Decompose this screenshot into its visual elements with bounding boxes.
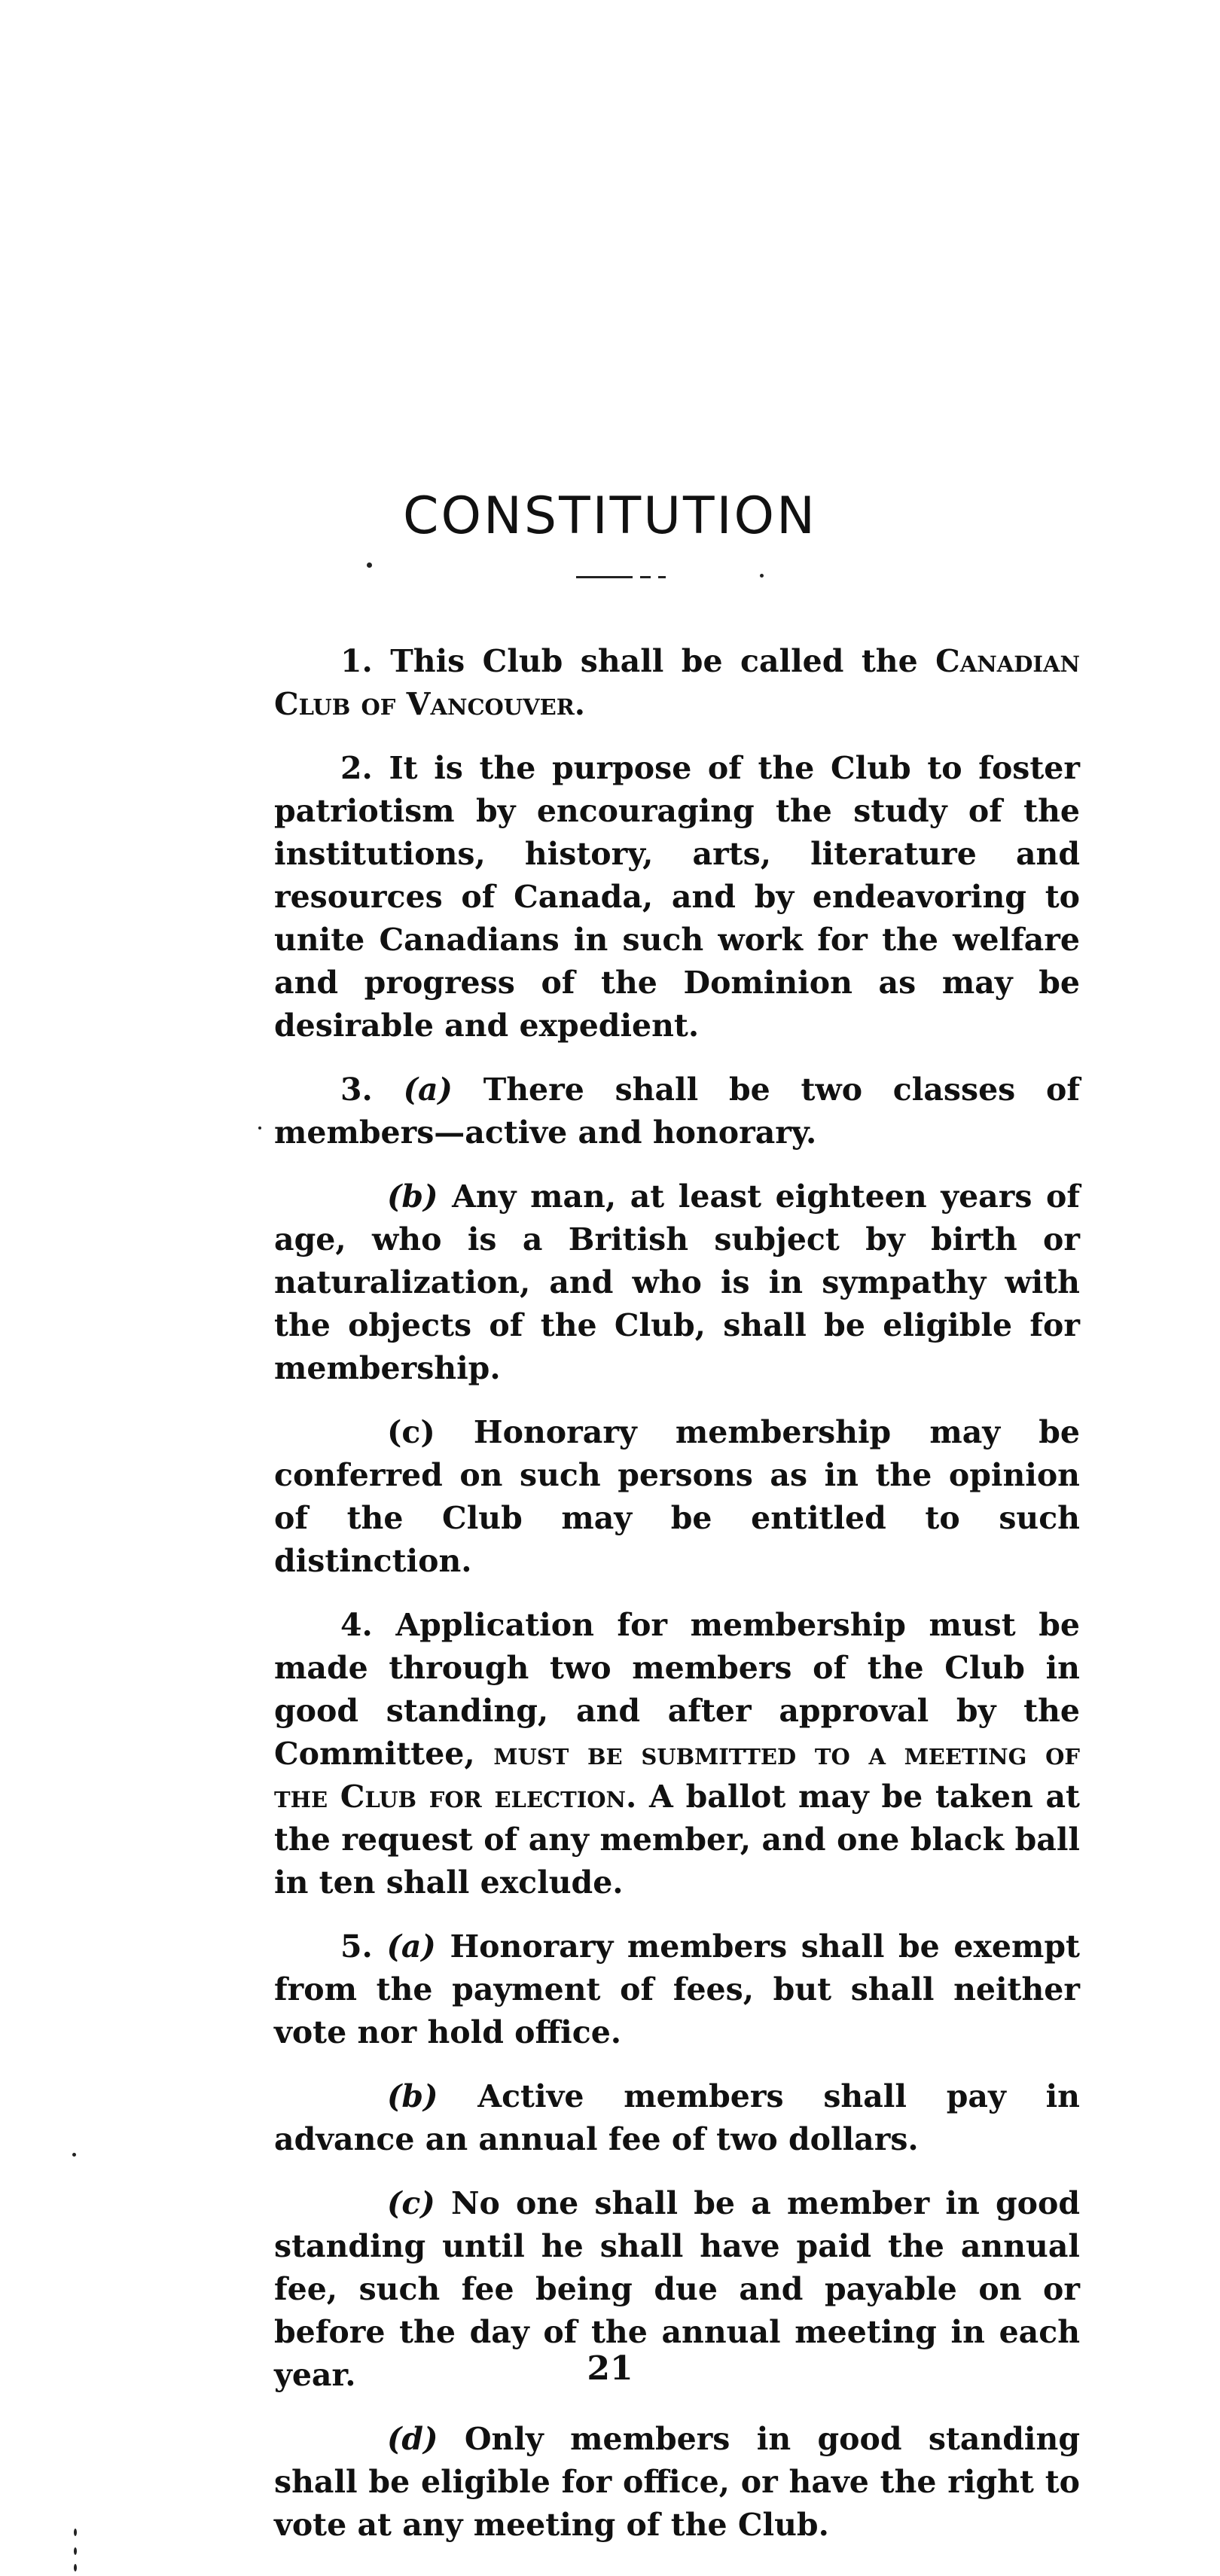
article-3a [274, 1069, 1080, 1154]
club-name: Canadian Club of Vancouver [274, 643, 1080, 722]
article-text: Any man, at least eighteen years of age, who is a British subject by birth or naturalization, and who is in sympathy with the objects of the Club, shall be eligible for membership. [274, 1178, 1080, 1386]
article-3b [274, 1175, 1080, 1390]
article-5d [274, 2418, 1080, 2547]
article-number: 1. [340, 643, 373, 679]
article-2 [274, 747, 1080, 1047]
article-number: 2. [340, 750, 373, 786]
title-rule-dash [658, 576, 666, 578]
article-number: 3. [340, 1072, 373, 1108]
article-5a [274, 1925, 1080, 2054]
clause-letter: (c) [387, 2185, 435, 2221]
print-speck [74, 2529, 77, 2536]
clause-letter: (a) [386, 1928, 436, 1965]
clause-letter: (b) [387, 1178, 438, 1215]
clause-letter: (c) [387, 1414, 435, 1450]
title-rule [576, 576, 633, 578]
page-number: 21 [587, 2349, 633, 2388]
clause-letter: (d) [387, 2421, 438, 2457]
article-text: No one shall be a member in good standing until he shall have paid the annual fee, such fee being due and payable on or before the day of the annual meeting in each year. [274, 2185, 1080, 2393]
article-text: Application for membership must be made through two members of the Club in good standing, and after approval by the Committee, [274, 1607, 1080, 1772]
article-1: 1. This Club shall be called the Canadian Club of Vancouver. [274, 643, 1080, 722]
clause-letter: (b) [387, 2078, 438, 2114]
article-3c [274, 1411, 1080, 1583]
print-speck [74, 2547, 77, 2555]
small-caps-clause: must be submitted to a meeting of the Club for election [274, 1736, 1080, 1815]
print-speck [258, 1126, 261, 1129]
article-5b [274, 2075, 1080, 2161]
print-speck [72, 2153, 76, 2157]
article-text: Honorary members shall be exempt from the payment of fees, but shall neither vote nor hold office. [274, 1928, 1080, 2050]
article-4: 4. Application for membership must be made through two members of the Club in good standing, and after approval by the Committee, must be submitted to a meeting of the Club for election. A ballot may be taken at the request of any member, and one black ball in ten shall exclude. [274, 1607, 1080, 1901]
article-number: 5. [340, 1928, 373, 1965]
page-title: CONSTITUTION [403, 486, 817, 546]
article-text: There shall be two classes of members—active and honorary. [274, 1072, 1080, 1151]
title-rule-dash [640, 576, 651, 578]
print-speck [367, 562, 372, 568]
article-text: Only members in good standing shall be eligible for office, or have the right to vote at any meeting of the Club. [274, 2421, 1080, 2543]
clause-letter: (a) [403, 1072, 453, 1108]
article-text: Active members shall pay in advance an annual fee of two dollars. [274, 2078, 1080, 2157]
article-text: It is the purpose of the Club to foster patriotism by encouraging the study of the institutions, history, arts, literature and resources of Canada, and by endeavoring to unite Canadians in such work for the welfare and progress of the Dominion as may be desirable and expedient. [274, 750, 1080, 1044]
print-speck [760, 574, 764, 578]
article-text: Honorary membership may be conferred on such persons as in the opinion of the Club may be entitled to such distinction. [274, 1414, 1080, 1579]
constitution-text [274, 640, 1080, 2568]
article-text: This Club shall be called the [390, 643, 936, 679]
article-number: 4. [340, 1607, 373, 1643]
print-speck [74, 2564, 77, 2571]
